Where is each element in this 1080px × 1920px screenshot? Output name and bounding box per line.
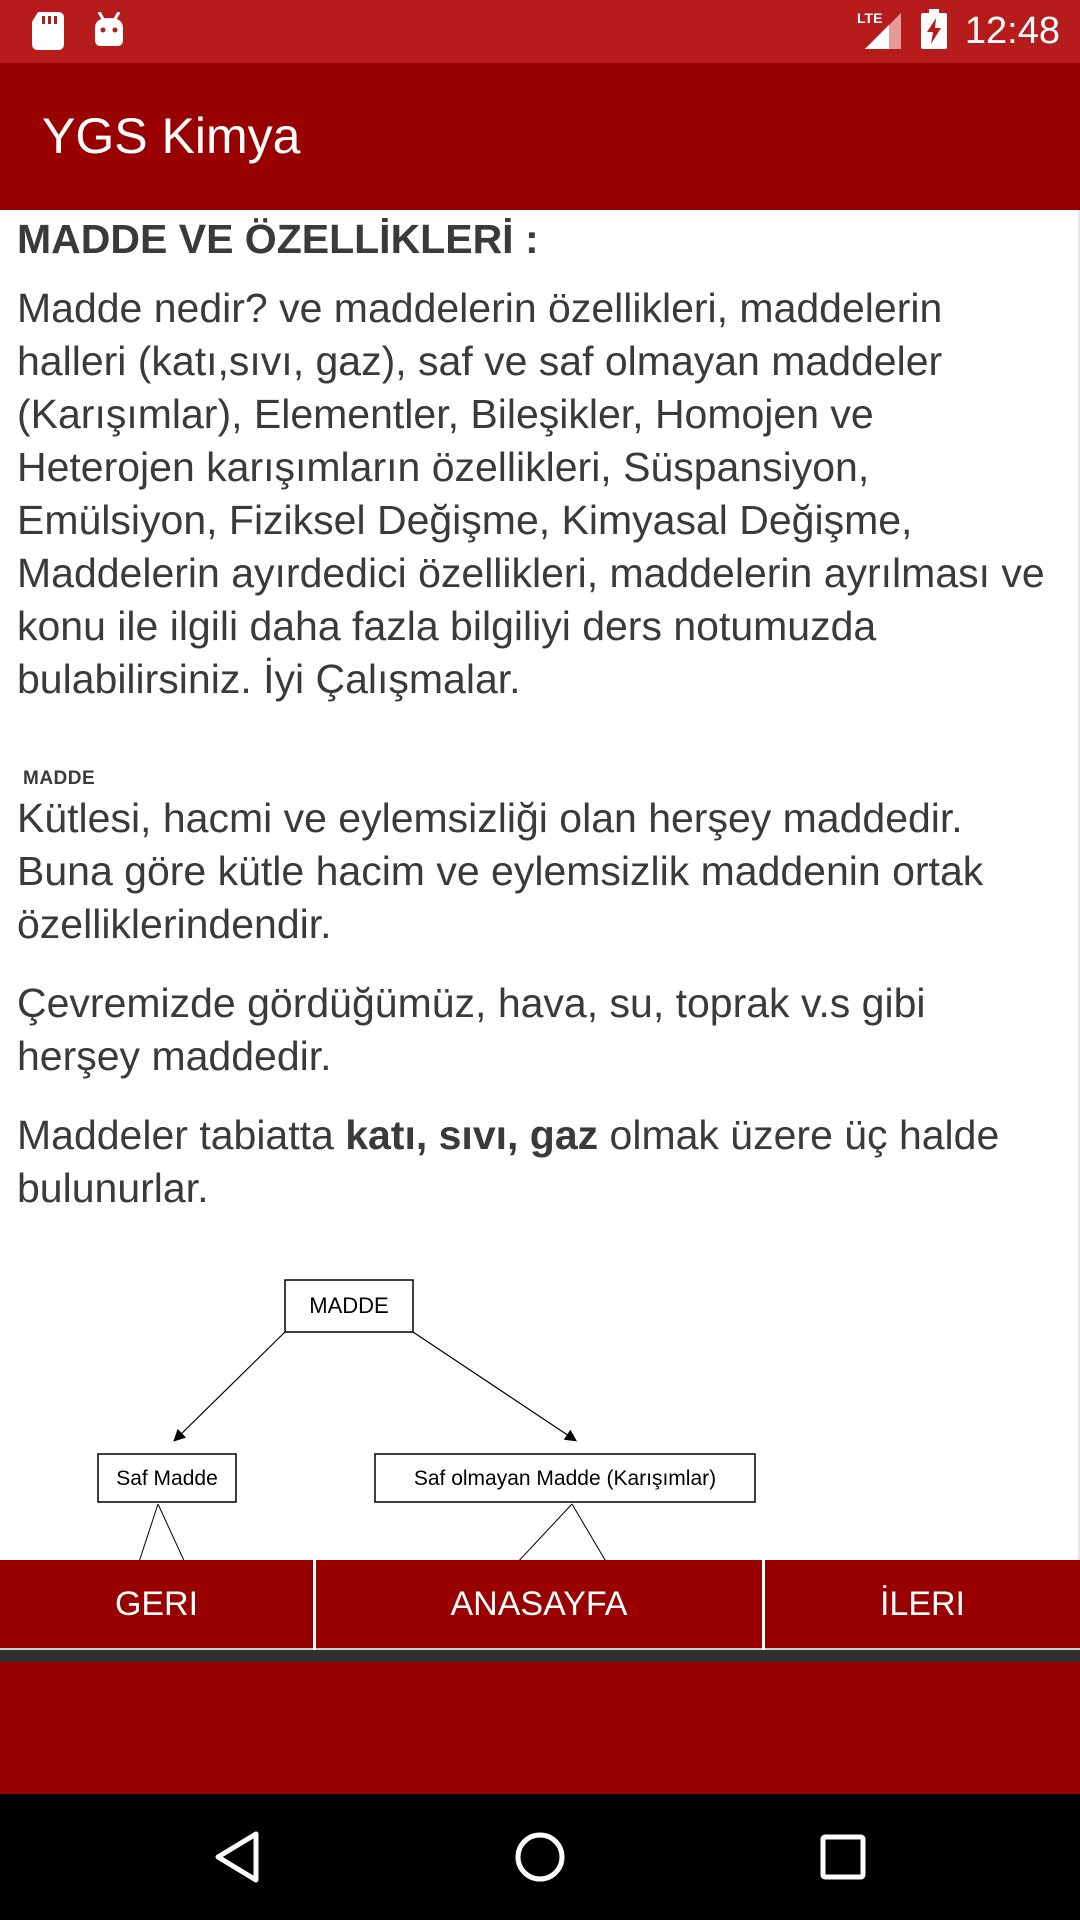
diagram-root-node — [285, 1280, 413, 1332]
lte-signal-icon — [855, 9, 903, 54]
svg-text:Saf olmayan Madde (Karışımlar): Saf olmayan Madde (Karışımlar) — [413, 1467, 717, 1490]
page-heading: MADDE VE ÖZELLİKLERİ : — [17, 216, 539, 262]
clock: 12:48 — [964, 10, 1060, 52]
diagram-left-node — [98, 1454, 236, 1502]
battery-charging-icon — [921, 9, 947, 54]
svg-text:Saf Madde: Saf Madde — [116, 1467, 218, 1490]
definition-paragraph: Kütlesi, hacmi ve eylemsizliği olan herşey maddedir. Buna göre kütle hacim ve eylemsizlik maddenin ortak özelliklerindendir. — [17, 795, 984, 947]
app-title: YGS Kimya — [42, 108, 301, 164]
diagram-arrow-left — [175, 1332, 285, 1440]
nav-recents-icon[interactable] — [808, 1822, 878, 1892]
diagram-arrow-right — [413, 1332, 575, 1440]
madde-diagram — [0, 1260, 1040, 1560]
nav-back-icon[interactable] — [202, 1822, 272, 1892]
android-icon — [92, 12, 126, 55]
status-bar — [0, 0, 1080, 63]
system-nav-bar — [0, 1794, 1080, 1920]
states-paragraph: Maddeler tabiatta katı, sıvı, gaz olmak üzere üç halde bulunurlar. — [17, 1112, 1000, 1211]
examples-paragraph: Çevremizde gördüğümüz, hava, su, toprak v.s gibi herşey maddedir. — [17, 980, 926, 1079]
divider — [0, 1650, 1080, 1662]
diagram-right-node — [375, 1454, 755, 1502]
nav-home-icon[interactable] — [505, 1822, 575, 1892]
app-bar — [0, 63, 1080, 210]
back-button[interactable]: GERI — [0, 1560, 313, 1648]
ad-banner-area[interactable] — [0, 1662, 1080, 1794]
svg-text:LTE: LTE — [856, 10, 883, 26]
intro-paragraph: Madde nedir? ve maddelerin özellikleri, maddelerin halleri (katı,sıvı, gaz), saf ve saf olmayan maddeler (Karışımlar), Elementler, Bileşikler, Homojen ve Heterojen karışımların özellikleri, Süspansiyon, Emülsiyon, Fiziksel Değişme, Kimyasal Değişme, Maddelerin ayırdedici özellikleri, maddelerin ayrılması ve konu ile ilgili daha fazla bilgiliyi ders notumuzda bulabilirsiniz. İyi Çalışmalar. — [17, 285, 1045, 702]
forward-button[interactable]: İLERI — [765, 1560, 1080, 1648]
content-webview[interactable] — [0, 210, 1080, 1560]
sd-card-icon — [32, 12, 64, 55]
home-button[interactable]: ANASAYFA — [316, 1560, 762, 1648]
section-label: MADDE — [23, 768, 96, 789]
svg-text:MADDE: MADDE — [309, 1293, 389, 1318]
states-bold: katı, sıvı, gaz — [345, 1112, 599, 1158]
page-nav-buttons — [0, 1560, 1080, 1650]
